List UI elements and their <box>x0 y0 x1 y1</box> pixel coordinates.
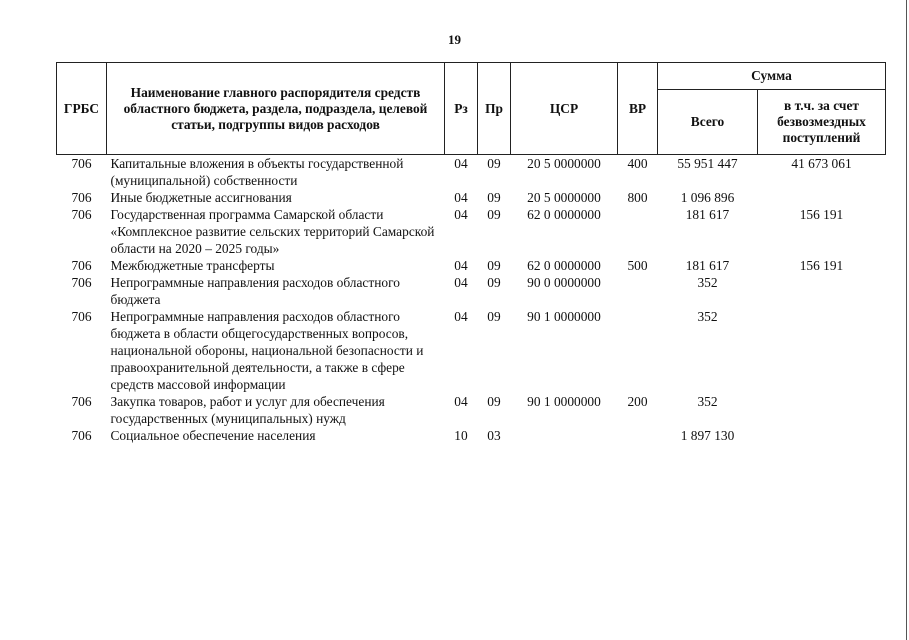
cell-free <box>758 308 886 393</box>
cell-rz: 04 <box>454 207 468 222</box>
cell-free <box>758 189 886 206</box>
cell-vr <box>618 427 658 444</box>
cell-vr: 400 <box>627 156 648 171</box>
cell-csr: 20 5 0000000 <box>527 190 601 205</box>
header-csr: ЦСР <box>511 63 618 155</box>
header-free: в т.ч. за счет безвозмездных поступлений <box>758 90 886 155</box>
cell-pr: 09 <box>487 258 501 273</box>
cell-total: 1 096 896 <box>680 190 735 205</box>
cell-name: Иные бюджетные ассигнования <box>110 190 292 205</box>
cell-rz: 04 <box>454 190 468 205</box>
cell-total: 1 897 130 <box>680 428 735 443</box>
cell-name: Капитальные вложения в объекты государственной (муниципальной) собственности <box>110 156 404 188</box>
cell-grbs: 706 <box>71 207 92 222</box>
cell-pr: 03 <box>487 428 501 443</box>
cell-rz: 10 <box>454 428 468 443</box>
header-grbs: ГРБС <box>57 63 107 155</box>
cell-grbs: 706 <box>71 394 92 409</box>
cell-csr: 20 5 0000000 <box>527 156 601 171</box>
header-pr: Пр <box>478 63 511 155</box>
cell-grbs: 706 <box>71 190 92 205</box>
cell-name: Социальное обеспечение населения <box>110 428 316 443</box>
cell-name: Государственная программа Самарской области «Комплексное развитие сельских территорий Самарской области на 2020 – 2025 годы» <box>110 207 435 256</box>
cell-free: 41 673 061 <box>791 156 852 171</box>
cell-vr: 800 <box>627 190 648 205</box>
table-row <box>57 155 886 190</box>
cell-rz: 04 <box>454 309 468 324</box>
cell-pr: 09 <box>487 309 501 324</box>
header-rz: Рз <box>445 63 478 155</box>
cell-name: Непрограммные направления расходов областного бюджета <box>110 275 400 307</box>
cell-pr: 09 <box>487 190 501 205</box>
cell-free <box>758 427 886 444</box>
cell-grbs: 706 <box>71 275 92 290</box>
cell-total: 55 951 447 <box>677 156 738 171</box>
cell-grbs: 706 <box>71 258 92 273</box>
table-row <box>57 206 886 257</box>
cell-csr: 90 1 0000000 <box>527 394 601 409</box>
cell-free: 156 191 <box>799 207 844 222</box>
cell-free <box>758 274 886 308</box>
cell-name: Закупка товаров, работ и услуг для обеспечения государственных (муниципальных) нужд <box>110 394 385 426</box>
cell-rz: 04 <box>454 275 468 290</box>
cell-csr: 62 0 0000000 <box>527 258 601 273</box>
cell-vr <box>618 308 658 393</box>
cell-total: 352 <box>697 275 718 290</box>
table-row <box>57 274 886 308</box>
cell-vr <box>618 206 658 257</box>
page-number: 19 <box>448 32 461 47</box>
cell-vr <box>618 274 658 308</box>
cell-rz: 04 <box>454 394 468 409</box>
cell-total: 181 617 <box>685 258 730 273</box>
page-edge-line <box>906 0 907 640</box>
header-total: Всего <box>658 90 758 155</box>
cell-name: Межбюджетные трансферты <box>110 258 275 273</box>
table-body <box>57 155 886 445</box>
table-row <box>57 427 886 444</box>
cell-rz: 04 <box>454 258 468 273</box>
cell-total: 352 <box>697 394 718 409</box>
header-name: Наименование главного распорядителя средств областного бюджета, раздела, подраздела, целевой статьи, подгруппы видов расходов <box>107 63 445 155</box>
cell-csr: 90 0 0000000 <box>527 275 601 290</box>
cell-vr: 200 <box>627 394 648 409</box>
budget-table <box>56 62 886 444</box>
table-row <box>57 308 886 393</box>
cell-rz: 04 <box>454 156 468 171</box>
cell-pr: 09 <box>487 394 501 409</box>
cell-vr: 500 <box>627 258 648 273</box>
header-sum: Сумма <box>658 63 886 90</box>
cell-csr: 62 0 0000000 <box>527 207 601 222</box>
cell-total: 181 617 <box>685 207 730 222</box>
table-row <box>57 393 886 427</box>
cell-pr: 09 <box>487 156 501 171</box>
cell-free: 156 191 <box>799 258 844 273</box>
header-vr: ВР <box>618 63 658 155</box>
table-row <box>57 257 886 274</box>
cell-pr: 09 <box>487 207 501 222</box>
table-row <box>57 189 886 206</box>
cell-csr: 90 1 0000000 <box>527 309 601 324</box>
cell-total: 352 <box>697 309 718 324</box>
cell-pr: 09 <box>487 275 501 290</box>
cell-name: Непрограммные направления расходов областного бюджета в области общегосударственных вопросов, национальной обороны, национальной безопасности и правоохранительной деятельности, а также в сфере средств массовой информации <box>110 309 424 392</box>
cell-csr <box>511 427 618 444</box>
table-header <box>57 63 886 155</box>
cell-grbs: 706 <box>71 156 92 171</box>
cell-grbs: 706 <box>71 428 92 443</box>
cell-grbs: 706 <box>71 309 92 324</box>
cell-free <box>758 393 886 427</box>
